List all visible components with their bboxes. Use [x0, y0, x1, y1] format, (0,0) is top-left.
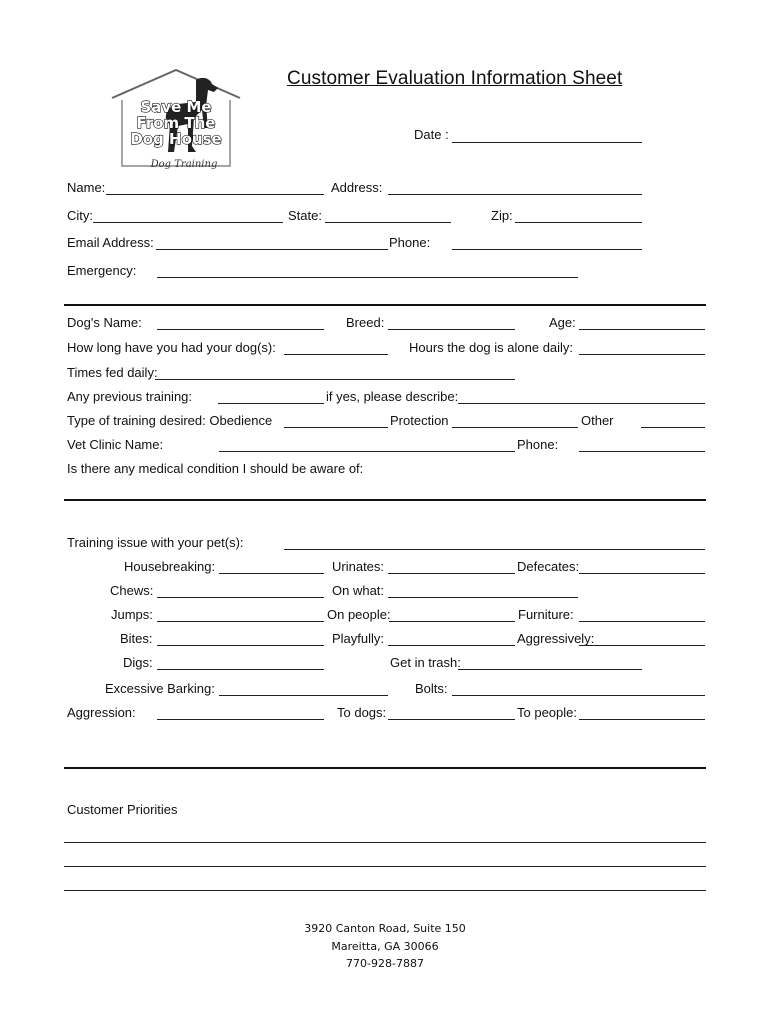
digs-field[interactable] [157, 669, 324, 670]
vet-label: Vet Clinic Name: [67, 437, 164, 452]
on-people-label: On people: [327, 607, 391, 622]
how-long-field[interactable] [284, 354, 388, 355]
dog-house-icon [108, 66, 244, 176]
priorities-heading: Customer Priorities [67, 802, 178, 817]
footer-phone: 770-928-7887 [346, 957, 424, 970]
urinates-label: Urinates: [332, 559, 385, 574]
prev-training-field[interactable] [218, 403, 324, 404]
breed-label: Breed: [346, 315, 385, 330]
state-label: State: [288, 208, 322, 223]
address-label: Address: [331, 180, 383, 195]
hours-alone-label: Hours the dog is alone daily: [409, 340, 574, 355]
furniture-field[interactable] [579, 621, 705, 622]
vet-phone-field[interactable] [579, 451, 705, 452]
phone-field[interactable] [452, 249, 642, 250]
bolts-field[interactable] [452, 695, 705, 696]
section-divider [64, 499, 706, 501]
emergency-label: Emergency: [67, 263, 137, 278]
if-yes-label: if yes, please describe: [326, 389, 459, 404]
digs-label: Digs: [123, 655, 153, 670]
breed-field[interactable] [388, 329, 515, 330]
page-title: Customer Evaluation Information Sheet [287, 68, 623, 89]
logo-line3: Dog House [130, 130, 222, 148]
priorities-line-3[interactable] [64, 890, 706, 891]
email-field[interactable] [156, 249, 388, 250]
jumps-field[interactable] [157, 621, 324, 622]
zip-field[interactable] [515, 222, 642, 223]
vet-field[interactable] [219, 451, 515, 452]
times-fed-field[interactable] [155, 379, 515, 380]
urinates-field[interactable] [388, 573, 515, 574]
priorities-line-2[interactable] [64, 866, 706, 867]
dog-name-field[interactable] [157, 329, 324, 330]
hours-alone-field[interactable] [579, 354, 705, 355]
footer-address-line2: Mareitta, GA 30066 [331, 940, 439, 953]
city-label: City: [67, 208, 93, 223]
playfully-label: Playfully: [332, 631, 385, 646]
logo-line2: From The [136, 114, 216, 132]
footer-address-line1: 3920 Canton Road, Suite 150 [304, 922, 466, 935]
to-people-field[interactable] [579, 719, 705, 720]
logo-line1: Save Me [140, 98, 212, 116]
aggression-label: Aggression: [67, 705, 136, 720]
phone-label: Phone: [389, 235, 431, 250]
state-field[interactable] [325, 222, 451, 223]
to-dogs-label: To dogs: [337, 705, 387, 720]
dog-name-label: Dog's Name: [67, 315, 142, 330]
housebreaking-field[interactable] [219, 573, 324, 574]
address-field[interactable] [388, 194, 642, 195]
barking-field[interactable] [219, 695, 388, 696]
other-field[interactable] [641, 427, 705, 428]
section-divider [64, 767, 706, 769]
on-what-label: On what: [332, 583, 385, 598]
jumps-label: Jumps: [111, 607, 153, 622]
logo-tagline: Dog Training [150, 159, 218, 170]
get-in-trash-field[interactable] [458, 669, 642, 670]
defecates-field[interactable] [579, 573, 705, 574]
date-field[interactable] [452, 142, 642, 143]
age-label: Age: [549, 315, 576, 330]
on-what-field[interactable] [388, 597, 578, 598]
logo [108, 66, 244, 176]
barking-label: Excessive Barking: [105, 681, 215, 696]
describe-field[interactable] [458, 403, 705, 404]
to-dogs-field[interactable] [388, 719, 515, 720]
training-desired-label: Type of training desired: Obedience [67, 413, 273, 428]
aggressively-field[interactable] [579, 645, 705, 646]
defecates-label: Defecates: [517, 559, 580, 574]
how-long-label: How long have you had your dog(s): [67, 340, 276, 355]
email-label: Email Address: [67, 235, 154, 250]
furniture-label: Furniture: [518, 607, 574, 622]
city-field[interactable] [93, 222, 283, 223]
times-fed-label: Times fed daily: [67, 365, 158, 380]
other-label: Other [581, 413, 614, 428]
to-people-label: To people: [517, 705, 577, 720]
playfully-field[interactable] [388, 645, 515, 646]
protection-field[interactable] [452, 427, 578, 428]
name-field[interactable] [106, 194, 324, 195]
chews-label: Chews: [110, 583, 154, 598]
name-label: Name: [67, 180, 106, 195]
protection-label: Protection [390, 413, 449, 428]
housebreaking-label: Housebreaking: [124, 559, 216, 574]
medical-label: Is there any medical condition I should be aware of: [67, 461, 364, 476]
on-people-field[interactable] [389, 621, 515, 622]
get-in-trash-label: Get in trash: [390, 655, 461, 670]
obedience-field[interactable] [284, 427, 388, 428]
priorities-line-1[interactable] [64, 842, 706, 843]
issues-heading: Training issue with your pet(s): [67, 535, 244, 550]
age-field[interactable] [579, 329, 705, 330]
vet-phone-label: Phone: [517, 437, 559, 452]
bolts-label: Bolts: [415, 681, 448, 696]
aggression-field[interactable] [157, 719, 324, 720]
zip-label: Zip: [491, 208, 513, 223]
issues-field[interactable] [284, 549, 705, 550]
chews-field[interactable] [157, 597, 324, 598]
date-label: Date : [414, 127, 449, 142]
prev-training-label: Any previous training: [67, 389, 193, 404]
bites-label: Bites: [120, 631, 153, 646]
emergency-field[interactable] [157, 277, 578, 278]
aggressively-label: Aggressively: [517, 631, 595, 646]
section-divider [64, 304, 706, 306]
bites-field[interactable] [157, 645, 324, 646]
